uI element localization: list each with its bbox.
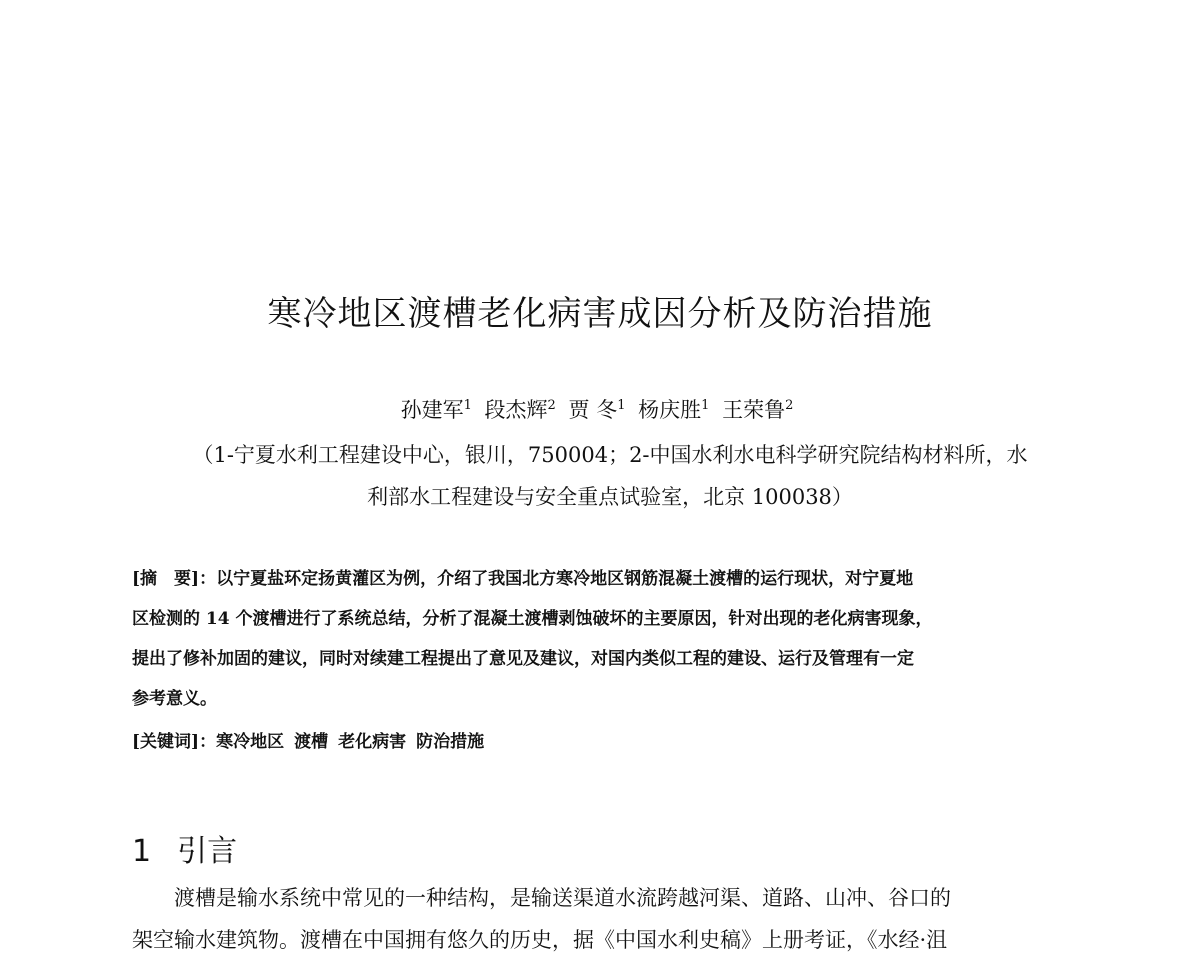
keyword: 防治措施 — [416, 732, 485, 752]
author-affiliation-mark: 1 — [617, 398, 626, 413]
author-affiliation-mark: 2 — [785, 398, 794, 413]
abstract-line — [132, 559, 1100, 599]
keywords-label: [关键词]： — [132, 732, 217, 752]
keyword: 老化病害 — [338, 732, 407, 752]
abstract-line: 区检测的 14 个渡槽进行了系统总结，分析了混凝土渡槽剥蚀破坏的主要原因，针对出现的老化病害现象， — [132, 609, 933, 629]
affiliation-line-2: 利部水工程建设与安全重点试验室，北京 100038） — [367, 485, 853, 509]
author-name: 杨庆胜 — [638, 398, 702, 422]
abstract-line: 提出了修补加固的建议，同时对续建工程提出了意见及建议，对国内类似工程的建设、运行及管理有一定 — [132, 649, 914, 669]
author-affiliation-mark: 1 — [463, 398, 472, 413]
body-paragraph-line: 渡槽是输水系统中常见的一种结构，是输送渠道水流跨越河渠、道路、山冲、谷口的 — [174, 886, 951, 910]
author-name: 孙建军 — [400, 398, 464, 422]
body-paragraph-line: 架空输水建筑物。渡槽在中国拥有悠久的历史，据《中国水利史稿》上册考证，《水经·沮 — [132, 928, 948, 952]
author-name: 段杰辉 — [484, 398, 548, 422]
abstract-label: [摘 要]： — [132, 569, 217, 589]
section-heading — [132, 826, 237, 870]
author-affiliation-mark: 2 — [547, 398, 556, 413]
section-title: 引言 — [177, 834, 238, 869]
keyword: 寒冷地区 — [216, 732, 285, 752]
keyword: 渡槽 — [294, 732, 329, 752]
keywords — [132, 727, 484, 752]
author-affiliation-mark: 1 — [701, 398, 710, 413]
abstract-text: 以宁夏盐环定扬黄灌区为例，介绍了我国北方寒冷地区钢筋混凝土渡槽的运行现状，对宁夏地 — [216, 569, 914, 589]
abstract — [132, 559, 1100, 719]
abstract-line: 参考意义。 — [132, 689, 217, 709]
author-name: 王荣鲁 — [722, 398, 786, 422]
author-list — [0, 394, 1200, 424]
affiliation-line-1: （1-宁夏水利工程建设中心，银川，750004；2-中国水利水电科学研究院结构材料所，水 — [192, 443, 1028, 467]
paper-title: 寒冷地区渡槽老化病害成因分析及防治措施 — [267, 294, 933, 334]
section-number: 1 — [132, 834, 152, 869]
author-name: 贾 冬 — [568, 398, 618, 422]
